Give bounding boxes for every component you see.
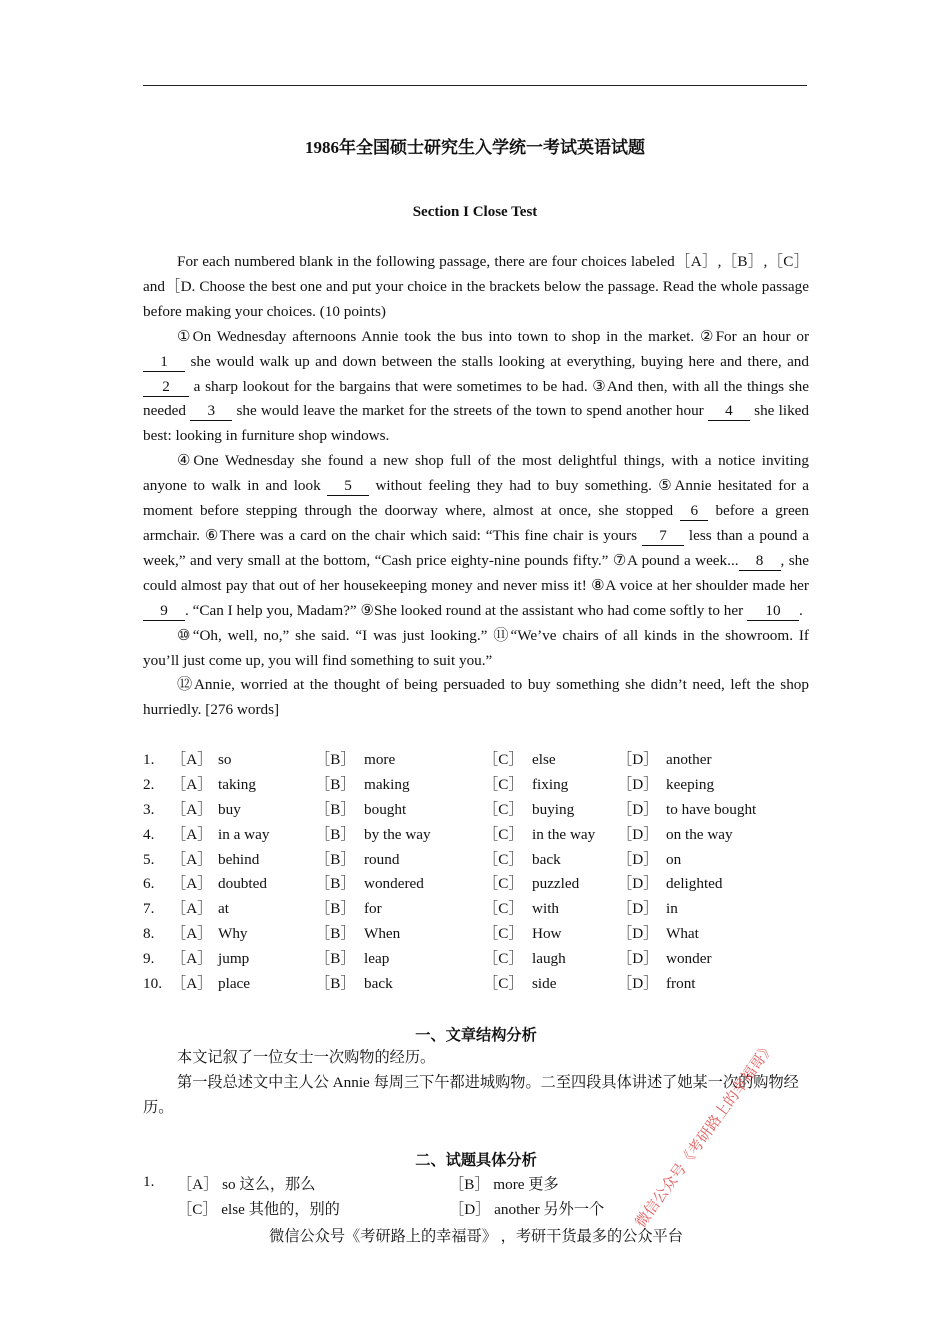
option-row <box>143 823 809 848</box>
option-a: at <box>218 900 229 918</box>
option-row <box>143 947 809 972</box>
sentence: less than a pound a week,” and very small at the bottom, “Cash price eighty-nine pounds fifty.” ⑦A pound a week... <box>143 526 810 569</box>
sentence: , she could almost pay that out of her housekeeping money and never miss it! ⑧A voice at her shoulder made her <box>143 551 809 594</box>
option-label-d: ［D］ <box>617 850 659 868</box>
blank-10: 10 <box>747 602 799 621</box>
option-label-b: ［B］ <box>315 800 356 818</box>
option-c: side <box>532 975 557 993</box>
option-d: wonder <box>666 950 712 968</box>
option-row <box>143 922 809 947</box>
sentence: . <box>798 601 803 619</box>
option-c: with <box>532 900 560 918</box>
option-label-a: ［A］ <box>171 751 213 768</box>
option-label-c: ［C］ <box>483 875 524 893</box>
option-label-a: ［A］ <box>171 850 213 868</box>
blank-1: 1 <box>143 353 185 372</box>
details-heading: 二、试题具体分析 <box>415 1152 537 1169</box>
analysis-paragraph-1: 本文记叙了一位女士一次购物的经历。 <box>177 1049 436 1066</box>
option-label-a: ［A］ <box>171 825 213 843</box>
option-a: so <box>218 751 232 768</box>
option-label-b: ［B］ <box>315 925 356 943</box>
analysis-paragraph-2: 第一段总述文中主人公 Annie 每周三下午都进城购物。二至四段具体讲述了她某一次的购物经历。 <box>143 1073 799 1116</box>
options-table <box>143 748 809 997</box>
option-label-b: ［B］ <box>315 850 356 868</box>
option-c: buying <box>532 800 575 818</box>
option-label-a: ［A］ <box>171 875 213 893</box>
blank-8: 8 <box>739 552 781 571</box>
sentence: . “Can I help you, Madam?” ⑨She looked round at the assistant who had come softly to her <box>185 601 744 619</box>
option-c: else <box>532 751 556 768</box>
option-b: making <box>364 775 410 793</box>
option-number: 1. <box>143 751 155 768</box>
option-b: round <box>364 850 400 868</box>
option-label-d: ［D］ <box>617 875 659 893</box>
analysis-heading: 一、文章结构分析 <box>415 1027 537 1044</box>
option-label-a: ［A］ <box>171 900 213 918</box>
option-c: puzzled <box>532 875 580 893</box>
option-b: more <box>364 751 396 768</box>
sentence: she would leave the market for the streets of the town to spend another hour <box>236 402 704 420</box>
option-d: to have bought <box>666 800 757 818</box>
option-a: place <box>218 975 251 993</box>
section-title: Section I Close Test <box>412 204 538 220</box>
option-label-c: ［C］ <box>483 800 524 818</box>
option-label-c: ［C］ <box>483 975 524 993</box>
option-b: leap <box>364 950 390 968</box>
option-label-b: ［B］ <box>315 825 356 843</box>
option-number: 2. <box>143 775 155 793</box>
option-label-c: ［C］ <box>483 950 524 968</box>
option-label-d: ［D］ <box>617 800 659 818</box>
option-row <box>143 748 809 773</box>
blank-4: 4 <box>708 402 750 421</box>
option-label-c: ［C］ <box>483 825 524 843</box>
blank-5: 5 <box>327 477 369 496</box>
sentence: she would walk up and down between the stalls looking at everything, buying here and there, and <box>190 352 809 370</box>
option-a: Why <box>218 925 248 943</box>
option-d: on <box>666 850 682 868</box>
sentence: without feeling they had to buy something. ⑤Annie hesitated for a moment before stepping through the doorway where, almost at once, she stopped <box>143 477 810 520</box>
option-d: in <box>666 900 678 918</box>
sentence: ④One Wednesday she found a new shop full of the most delightful things, with a notice inviting anyone to walk in and look <box>143 452 809 495</box>
option-d: delighted <box>666 875 723 893</box>
option-row <box>143 773 809 798</box>
sentence: a sharp lookout for the bargains that were sometimes to be had. ③And then, with all the things she needed <box>143 377 809 420</box>
option-a: buy <box>218 800 241 818</box>
option-label-a: ［A］ <box>171 775 213 793</box>
option-a: behind <box>218 850 260 868</box>
option-c: fixing <box>532 775 569 793</box>
option-c: in the way <box>532 825 596 843</box>
option-number: 9. <box>143 950 155 968</box>
option-label-c: ［C］ <box>483 925 524 943</box>
option-label-b: ［B］ <box>315 975 356 993</box>
option-b: When <box>364 925 401 943</box>
option-label-b: ［B］ <box>315 775 356 793</box>
option-d: front <box>666 975 696 993</box>
option-row <box>143 972 809 997</box>
option-d: What <box>666 925 699 943</box>
option-label-d: ［D］ <box>617 975 659 993</box>
passage-paragraph-1 <box>143 325 809 450</box>
instructions: For each numbered blank in the following passage, there are four choices labeled［A］,［B］,［C］ and［D. Choose the best one and put your choice in the brackets below the passage. Read the whole passage before making your choices. (10 points) <box>143 253 809 320</box>
option-b: by the way <box>364 825 431 843</box>
option-label-d: ［D］ <box>617 775 659 793</box>
option-a: in a way <box>218 825 270 843</box>
passage-paragraph-3: ⑩“Oh, well, no,” she said. “I was just looking.” ⑪“We’ve chairs of all kinds in the showroom. If you’ll just come up, you will find something to suit you.” <box>143 626 809 669</box>
option-number: 10. <box>143 975 162 993</box>
option-label-d: ［D］ <box>617 900 659 918</box>
passage-paragraph-2 <box>143 449 809 623</box>
option-b: for <box>364 900 382 918</box>
option-d: keeping <box>666 775 715 793</box>
option-number: 7. <box>143 900 155 918</box>
answer-option-a: ［A］ so 这么，那么 <box>177 1176 316 1193</box>
sentence: ①On Wednesday afternoons Annie took the bus into town to shop in the market. ②For an hour or <box>177 327 809 345</box>
passage-paragraph-4: ⑫Annie, worried at the thought of being persuaded to buy something she didn’t need, left the shop hurriedly. [276 words] <box>143 676 809 719</box>
option-label-b: ［B］ <box>315 900 356 918</box>
answer-num: 1. <box>143 1173 155 1190</box>
option-b: back <box>364 975 393 993</box>
option-a: taking <box>218 775 256 793</box>
option-c: laugh <box>532 950 566 968</box>
option-label-d: ［D］ <box>617 950 659 968</box>
blank-2: 2 <box>143 378 189 397</box>
watermark-text: 微信公众号《考研路上的幸福哥》 <box>633 1039 779 1232</box>
blank-7: 7 <box>642 527 684 546</box>
answer-option-b: ［B］ more 更多 <box>449 1176 559 1193</box>
option-c: How <box>532 925 562 943</box>
option-label-b: ［B］ <box>315 950 356 968</box>
option-number: 6. <box>143 875 155 893</box>
option-d: on the way <box>666 825 733 843</box>
option-b: bought <box>364 800 407 818</box>
option-d: another <box>666 751 712 768</box>
blank-3: 3 <box>190 402 232 421</box>
answer-option-d: ［D］ another 另外一个 <box>449 1201 605 1218</box>
option-label-d: ［D］ <box>617 751 659 768</box>
option-label-b: ［B］ <box>315 875 356 893</box>
option-a: doubted <box>218 875 267 893</box>
option-number: 3. <box>143 800 155 818</box>
option-label-c: ［C］ <box>483 850 524 868</box>
option-label-a: ［A］ <box>171 800 213 818</box>
footer-note: 微信公众号《考研路上的幸福哥》 ，考研干货最多的公众平台 <box>269 1228 683 1245</box>
option-number: 8. <box>143 925 155 943</box>
option-label-a: ［A］ <box>171 925 213 943</box>
option-row <box>143 897 809 922</box>
option-label-d: ［D］ <box>617 925 659 943</box>
answer-option-c: ［C］ else 其他的，别的 <box>177 1201 340 1218</box>
option-c: back <box>532 850 561 868</box>
option-a: jump <box>218 950 250 968</box>
header-rule <box>143 85 807 86</box>
option-label-c: ［C］ <box>483 775 524 793</box>
option-label-c: ［C］ <box>483 751 524 768</box>
blank-9: 9 <box>143 602 185 621</box>
option-label-d: ［D］ <box>617 825 659 843</box>
option-row <box>143 798 809 823</box>
sentence: she liked best: looking in furniture shop windows. <box>143 402 810 445</box>
option-label-a: ［A］ <box>171 950 213 968</box>
page-title: 1986年全国硕士研究生入学统一考试英语试题 <box>305 138 645 157</box>
blank-6: 6 <box>680 502 708 521</box>
cloze-passage <box>143 250 809 723</box>
option-b: wondered <box>364 875 424 893</box>
option-label-a: ［A］ <box>171 975 213 993</box>
option-label-b: ［B］ <box>315 751 356 768</box>
option-label-c: ［C］ <box>483 900 524 918</box>
option-row <box>143 848 809 873</box>
option-number: 4. <box>143 825 155 843</box>
sentence: before a green armchair. ⑥There was a card on the chair which said: “This fine chair is yours <box>143 502 810 544</box>
option-number: 5. <box>143 850 155 868</box>
option-row <box>143 872 809 897</box>
